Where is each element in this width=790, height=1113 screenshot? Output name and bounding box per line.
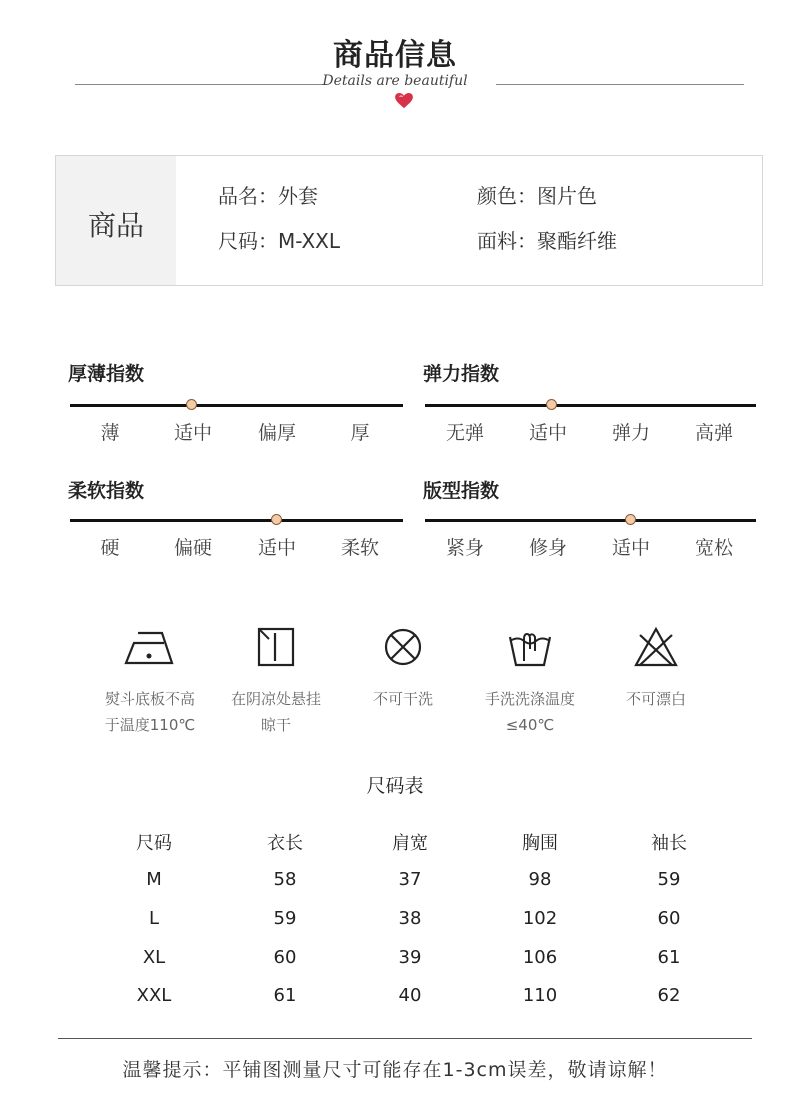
fit-tick: 紧身 bbox=[445, 537, 484, 559]
care-text-line: 晾干 bbox=[260, 716, 291, 734]
elasticity-tick: 无弹 bbox=[445, 422, 484, 444]
care-text-line: 不可漂白 bbox=[625, 690, 686, 708]
fit-index-marker bbox=[625, 514, 636, 525]
care-text-line: 熨斗底板不高 bbox=[104, 690, 195, 708]
no-dry-clean-icon bbox=[373, 625, 433, 669]
care-text-line: 手洗洗涤温度 bbox=[484, 690, 575, 708]
care-text-dry-clean bbox=[338, 686, 468, 712]
thickness-index-marker bbox=[186, 399, 197, 410]
care-text-line: 于温度110℃ bbox=[104, 716, 196, 734]
product-label-panel bbox=[56, 156, 176, 285]
thickness-tick: 适中 bbox=[173, 422, 212, 444]
page-subtitle: Details are beautiful bbox=[322, 73, 468, 89]
size-table-cell: 98 bbox=[528, 869, 552, 890]
no-bleach-icon bbox=[626, 625, 686, 669]
fit-tick: 宽松 bbox=[694, 537, 733, 559]
size-table-header: 胸围 bbox=[522, 833, 558, 854]
care-text-bleach bbox=[591, 686, 721, 712]
product-fabric: 面料：聚酯纤维 bbox=[477, 229, 617, 253]
size-table-cell: 40 bbox=[398, 985, 422, 1006]
size-table-cell: 61 bbox=[273, 985, 297, 1006]
elasticity-index-title: 弹力指数 bbox=[423, 363, 500, 385]
size-table-cell: 60 bbox=[273, 947, 297, 968]
elasticity-tick: 高弹 bbox=[694, 422, 733, 444]
softness-tick: 硬 bbox=[100, 537, 120, 559]
size-table-header: 肩宽 bbox=[392, 833, 428, 854]
thickness-tick: 偏厚 bbox=[257, 422, 296, 444]
size-table-cell: XL bbox=[142, 947, 166, 968]
page-title: 商品信息 bbox=[333, 38, 457, 73]
size-table-cell: 102 bbox=[522, 908, 558, 929]
product-color: 颜色：图片色 bbox=[477, 184, 597, 208]
fit-tick: 修身 bbox=[528, 537, 567, 559]
care-text-line: 在阴凉处悬挂 bbox=[230, 690, 321, 708]
thickness-index-title: 厚薄指数 bbox=[68, 363, 145, 385]
size-table-header: 衣长 bbox=[267, 833, 303, 854]
product-size-range: 尺码：M-XXL bbox=[218, 229, 341, 253]
product-info-box bbox=[55, 155, 763, 286]
elasticity-index-marker bbox=[546, 399, 557, 410]
care-text-dry bbox=[211, 686, 341, 738]
footer-note: 温馨提示：平铺图测量尺寸可能存在1-3cm误差，敬请谅解！ bbox=[122, 1059, 668, 1081]
size-table-cell: 110 bbox=[522, 985, 558, 1006]
elasticity-index-track bbox=[425, 404, 756, 407]
care-text-line: 不可干洗 bbox=[372, 690, 433, 708]
size-table-cell: 38 bbox=[398, 908, 422, 929]
thickness-tick: 厚 bbox=[350, 422, 370, 444]
size-table-cell: 62 bbox=[657, 985, 681, 1006]
size-table-header: 尺码 bbox=[136, 833, 172, 854]
care-text-iron bbox=[85, 686, 215, 738]
line-dry-shade-icon bbox=[246, 625, 306, 669]
size-table-cell: 37 bbox=[398, 869, 422, 890]
softness-tick: 适中 bbox=[257, 537, 296, 559]
fit-index-track bbox=[425, 519, 756, 522]
size-table-cell: 59 bbox=[273, 908, 297, 929]
care-text-wash bbox=[465, 686, 595, 738]
thickness-index-track bbox=[70, 404, 403, 407]
elasticity-tick: 弹力 bbox=[611, 422, 650, 444]
iron-low-temperature-icon bbox=[120, 625, 180, 669]
size-table-cell: 39 bbox=[398, 947, 422, 968]
thickness-tick: 薄 bbox=[100, 422, 120, 444]
softness-tick: 偏硬 bbox=[173, 537, 212, 559]
size-table-cell: 106 bbox=[522, 947, 558, 968]
size-table-title: 尺码表 bbox=[366, 775, 424, 797]
softness-index-marker bbox=[271, 514, 282, 525]
heart-icon bbox=[395, 93, 413, 109]
product-name: 品名：外套 bbox=[218, 184, 318, 208]
hand-wash-icon bbox=[500, 625, 560, 669]
product-label: 商品 bbox=[87, 209, 144, 242]
size-table-cell: 59 bbox=[657, 869, 681, 890]
size-table-cell: L bbox=[148, 908, 160, 929]
size-table-header: 袖长 bbox=[651, 833, 687, 854]
size-table-cell: XXL bbox=[136, 985, 172, 1006]
softness-index-title: 柔软指数 bbox=[68, 480, 145, 502]
footer-divider bbox=[58, 1038, 752, 1039]
softness-tick: 柔软 bbox=[340, 537, 379, 559]
fit-tick: 适中 bbox=[611, 537, 650, 559]
size-table-cell: 58 bbox=[273, 869, 297, 890]
care-text-line: ≤40℃ bbox=[505, 716, 555, 734]
fit-index-title: 版型指数 bbox=[423, 480, 500, 502]
size-table-cell: 60 bbox=[657, 908, 681, 929]
softness-index-track bbox=[70, 519, 403, 522]
size-table-cell: 61 bbox=[657, 947, 681, 968]
size-table-cell: M bbox=[146, 869, 162, 890]
elasticity-tick: 适中 bbox=[528, 422, 567, 444]
